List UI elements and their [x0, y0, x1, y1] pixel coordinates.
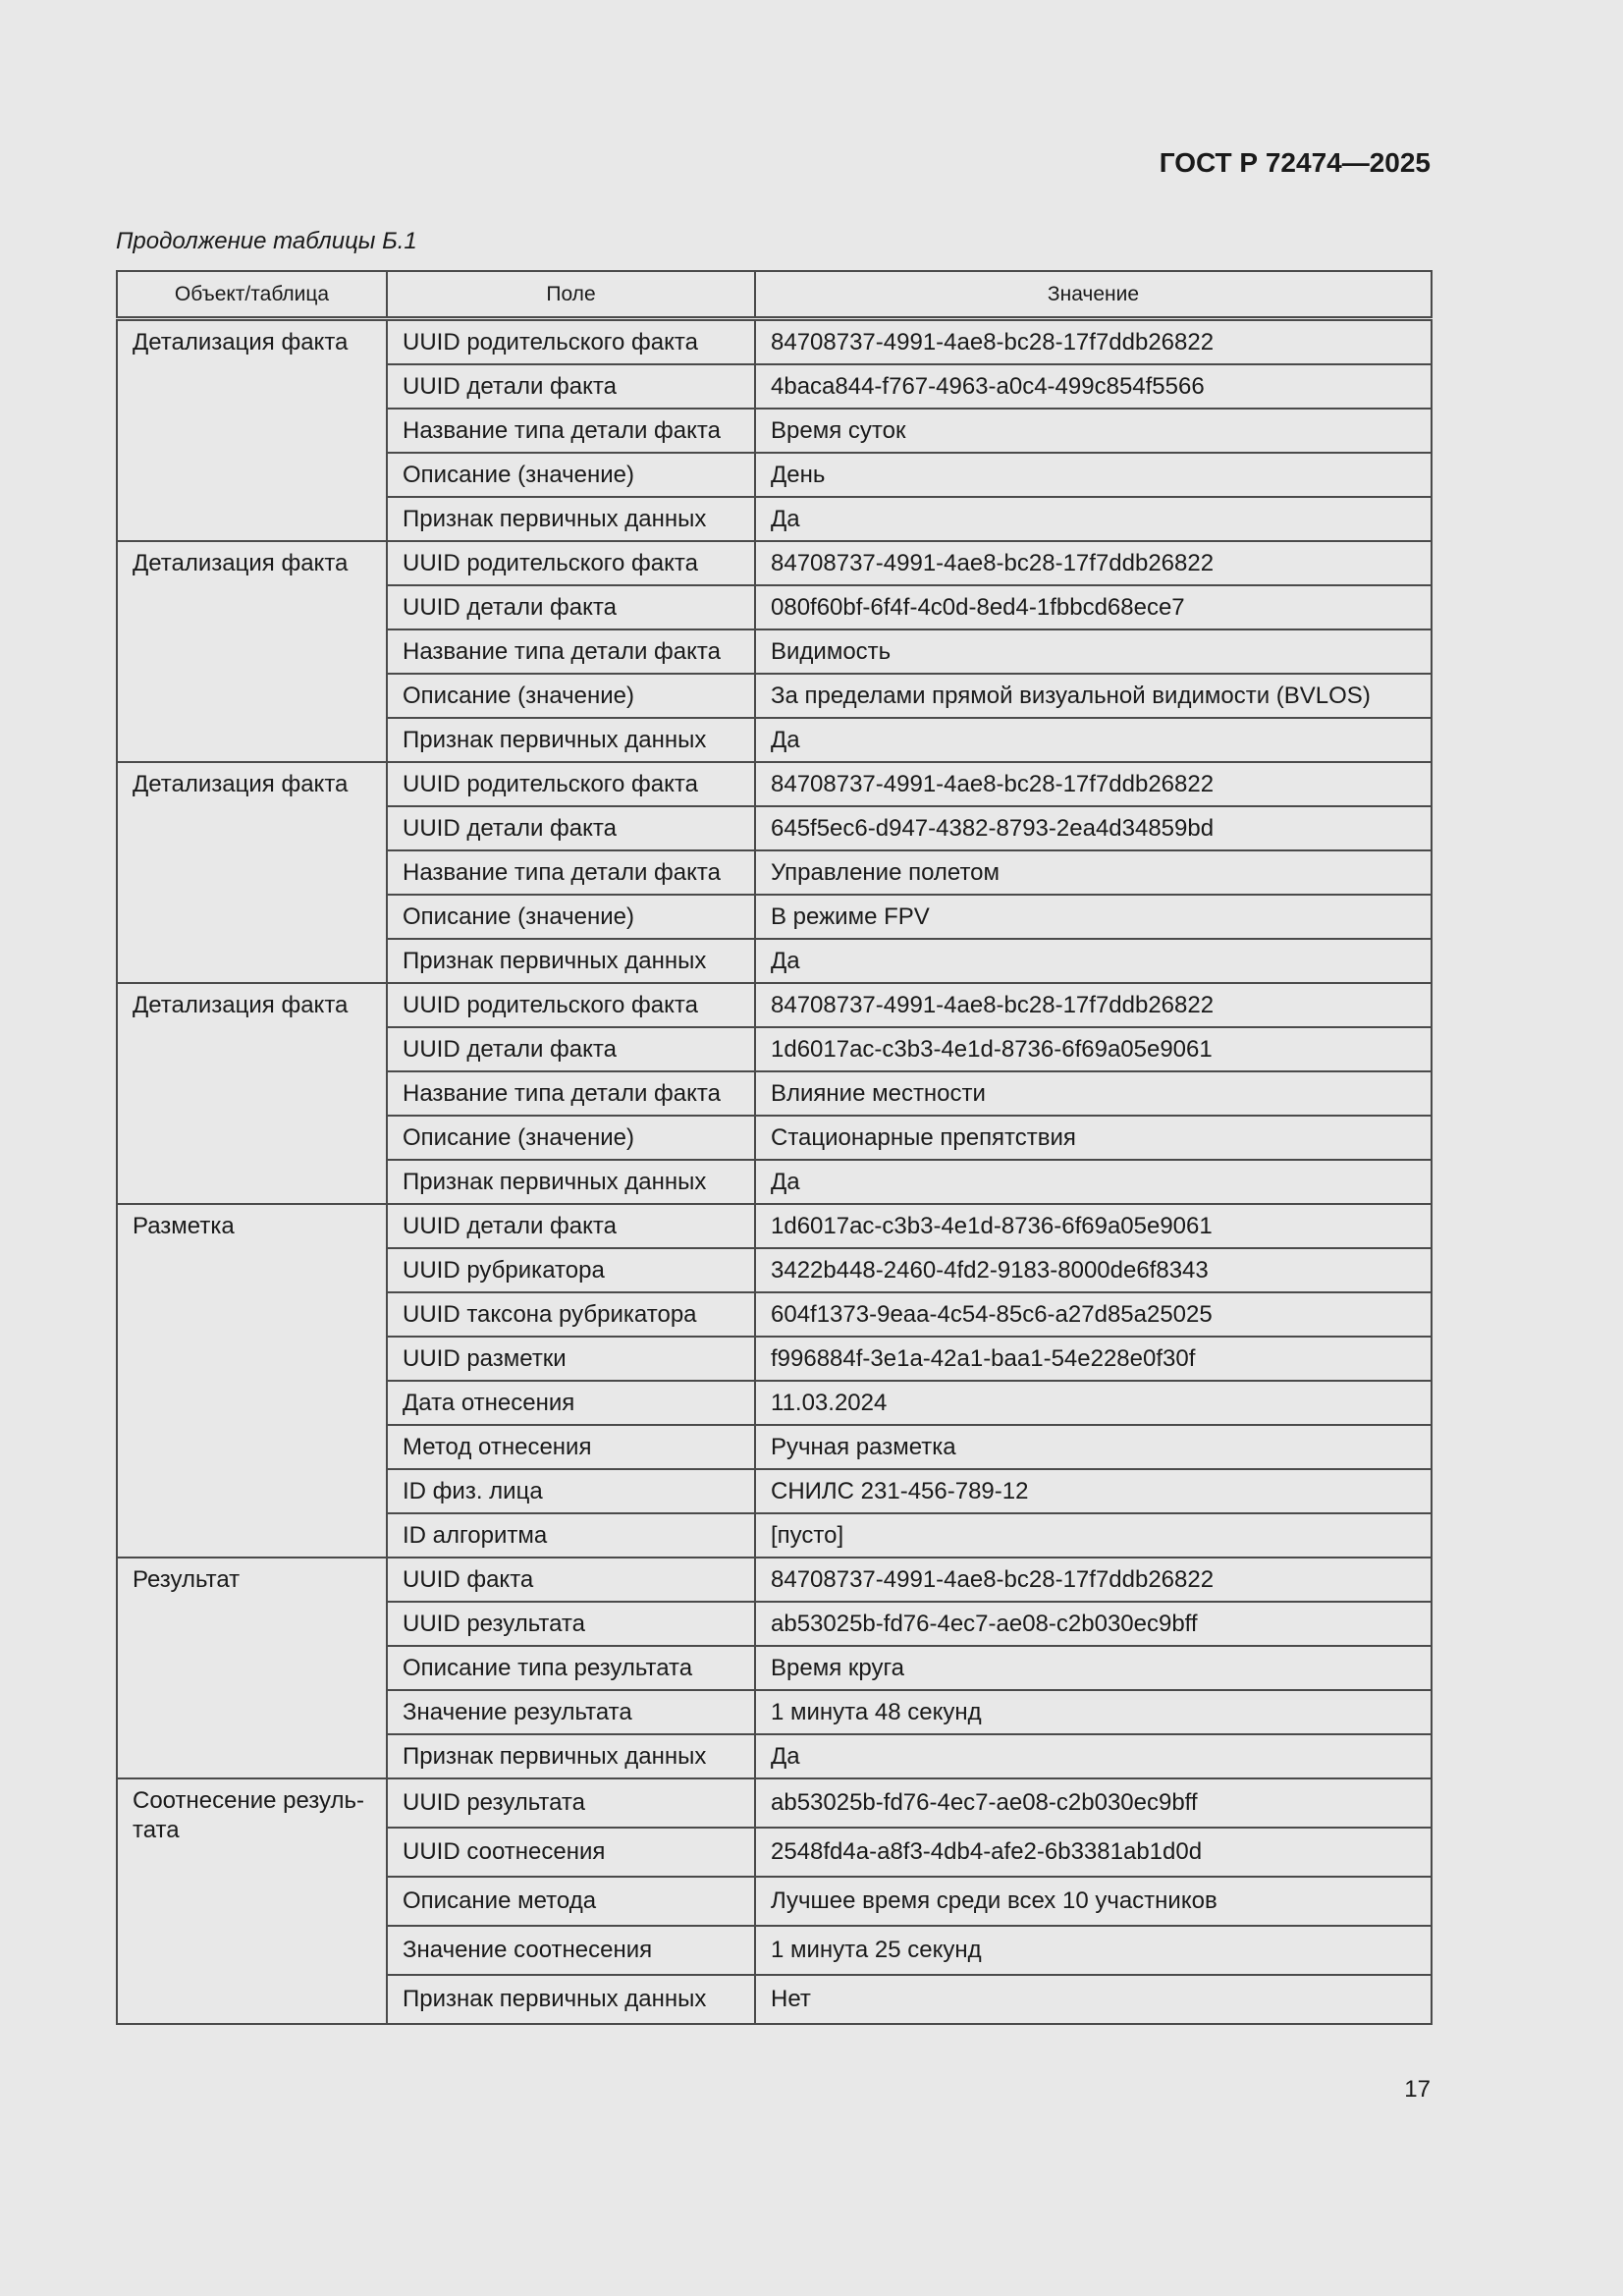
- object-cell: Детализация факта: [117, 541, 387, 762]
- field-cell: Значение результата: [387, 1690, 755, 1734]
- object-cell: Детализация факта: [117, 762, 387, 983]
- value-cell: Да: [755, 1734, 1432, 1778]
- field-cell: Метод отнесения: [387, 1425, 755, 1469]
- value-cell: 84708737-4991-4ae8-bc28-17f7ddb26822: [755, 1558, 1432, 1602]
- field-cell: Описание (значение): [387, 1116, 755, 1160]
- table-row: [117, 541, 1432, 585]
- field-cell: UUID соотнесения: [387, 1828, 755, 1877]
- field-cell: Описание (значение): [387, 453, 755, 497]
- field-cell: Описание метода: [387, 1877, 755, 1926]
- value-cell: Время круга: [755, 1646, 1432, 1690]
- value-cell: Время суток: [755, 409, 1432, 453]
- object-cell: Детализация факта: [117, 319, 387, 542]
- field-cell: UUID детали факта: [387, 585, 755, 629]
- value-cell: День: [755, 453, 1432, 497]
- field-cell: UUID родительского факта: [387, 541, 755, 585]
- table-row: [117, 1204, 1432, 1248]
- field-cell: UUID детали факта: [387, 1027, 755, 1071]
- table-row: [117, 1558, 1432, 1602]
- value-cell: 645f5ec6-d947-4382-8793-2ea4d34859bd: [755, 806, 1432, 850]
- field-cell: UUID результата: [387, 1602, 755, 1646]
- document-code: ГОСТ Р 72474—2025: [1159, 147, 1431, 178]
- field-cell: ID физ. лица: [387, 1469, 755, 1513]
- value-cell: ab53025b-fd76-4ec7-ae08-c2b030ec9bff: [755, 1778, 1432, 1828]
- value-cell: Видимость: [755, 629, 1432, 674]
- table-row: [117, 983, 1432, 1027]
- value-cell: 4baca844-f767-4963-a0c4-499c854f5566: [755, 364, 1432, 409]
- column-header-field: Поле: [387, 271, 755, 319]
- field-cell: Название типа детали факта: [387, 850, 755, 895]
- field-cell: Признак первичных данных: [387, 718, 755, 762]
- value-cell: За пределами прямой визуальной видимости (BVLOS): [755, 674, 1432, 718]
- column-header-object: Объект/таблица: [117, 271, 387, 319]
- field-cell: UUID детали факта: [387, 806, 755, 850]
- value-cell: Ручная разметка: [755, 1425, 1432, 1469]
- field-cell: Признак первичных данных: [387, 1160, 755, 1204]
- field-cell: ID алгоритма: [387, 1513, 755, 1558]
- field-cell: UUID рубрикатора: [387, 1248, 755, 1292]
- field-cell: UUID детали факта: [387, 364, 755, 409]
- table-body: [117, 319, 1432, 2025]
- table-row: [117, 762, 1432, 806]
- value-cell: 1d6017ac-c3b3-4e1d-8736-6f69a05e9061: [755, 1027, 1432, 1071]
- value-cell: В режиме FPV: [755, 895, 1432, 939]
- field-cell: Признак первичных данных: [387, 939, 755, 983]
- value-cell: 84708737-4991-4ae8-bc28-17f7ddb26822: [755, 762, 1432, 806]
- value-cell: Влияние местности: [755, 1071, 1432, 1116]
- field-cell: UUID родительского факта: [387, 762, 755, 806]
- field-cell: Описание (значение): [387, 895, 755, 939]
- table-caption: Продолжение таблицы Б.1: [116, 228, 417, 254]
- value-cell: 604f1373-9eaa-4c54-85c6-a27d85a25025: [755, 1292, 1432, 1337]
- field-cell: UUID родительского факта: [387, 983, 755, 1027]
- value-cell: 84708737-4991-4ae8-bc28-17f7ddb26822: [755, 983, 1432, 1027]
- data-table: [116, 270, 1433, 2025]
- object-cell: Детализация факта: [117, 983, 387, 1204]
- object-cell: Соотнесение резуль-тата: [117, 1778, 387, 2024]
- field-cell: Признак первичных данных: [387, 497, 755, 541]
- field-cell: Название типа детали факта: [387, 629, 755, 674]
- field-cell: UUID детали факта: [387, 1204, 755, 1248]
- field-cell: Описание (значение): [387, 674, 755, 718]
- field-cell: UUID таксона рубрикатора: [387, 1292, 755, 1337]
- field-cell: UUID результата: [387, 1778, 755, 1828]
- field-cell: Дата отнесения: [387, 1381, 755, 1425]
- value-cell: f996884f-3e1a-42a1-baa1-54e228e0f30f: [755, 1337, 1432, 1381]
- value-cell: 84708737-4991-4ae8-bc28-17f7ddb26822: [755, 319, 1432, 365]
- value-cell: Лучшее время среди всех 10 участников: [755, 1877, 1432, 1926]
- table-row: [117, 319, 1432, 365]
- object-cell: Разметка: [117, 1204, 387, 1558]
- field-cell: Признак первичных данных: [387, 1734, 755, 1778]
- value-cell: Да: [755, 1160, 1432, 1204]
- field-cell: Значение соотнесения: [387, 1926, 755, 1975]
- field-cell: Описание типа результата: [387, 1646, 755, 1690]
- field-cell: UUID факта: [387, 1558, 755, 1602]
- value-cell: Управление полетом: [755, 850, 1432, 895]
- column-header-value: Значение: [755, 271, 1432, 319]
- value-cell: 080f60bf-6f4f-4c0d-8ed4-1fbbcd68ece7: [755, 585, 1432, 629]
- table-row: [117, 1778, 1432, 1828]
- value-cell: 3422b448-2460-4fd2-9183-8000de6f8343: [755, 1248, 1432, 1292]
- value-cell: ab53025b-fd76-4ec7-ae08-c2b030ec9bff: [755, 1602, 1432, 1646]
- value-cell: Да: [755, 497, 1432, 541]
- value-cell: 1 минута 48 секунд: [755, 1690, 1432, 1734]
- value-cell: 2548fd4a-a8f3-4db4-afe2-6b3381ab1d0d: [755, 1828, 1432, 1877]
- field-cell: UUID разметки: [387, 1337, 755, 1381]
- table-header-row: [117, 271, 1432, 319]
- value-cell: Стационарные препятствия: [755, 1116, 1432, 1160]
- field-cell: Название типа детали факта: [387, 409, 755, 453]
- value-cell: Нет: [755, 1975, 1432, 2024]
- value-cell: 84708737-4991-4ae8-bc28-17f7ddb26822: [755, 541, 1432, 585]
- value-cell: Да: [755, 939, 1432, 983]
- object-cell: Результат: [117, 1558, 387, 1778]
- field-cell: Признак первичных данных: [387, 1975, 755, 2024]
- value-cell: 1 минута 25 секунд: [755, 1926, 1432, 1975]
- value-cell: 1d6017ac-c3b3-4e1d-8736-6f69a05e9061: [755, 1204, 1432, 1248]
- value-cell: Да: [755, 718, 1432, 762]
- field-cell: Название типа детали факта: [387, 1071, 755, 1116]
- page-number: 17: [1404, 2076, 1431, 2103]
- field-cell: UUID родительского факта: [387, 319, 755, 365]
- value-cell: СНИЛС 231-456-789-12: [755, 1469, 1432, 1513]
- value-cell: 11.03.2024: [755, 1381, 1432, 1425]
- value-cell: [пусто]: [755, 1513, 1432, 1558]
